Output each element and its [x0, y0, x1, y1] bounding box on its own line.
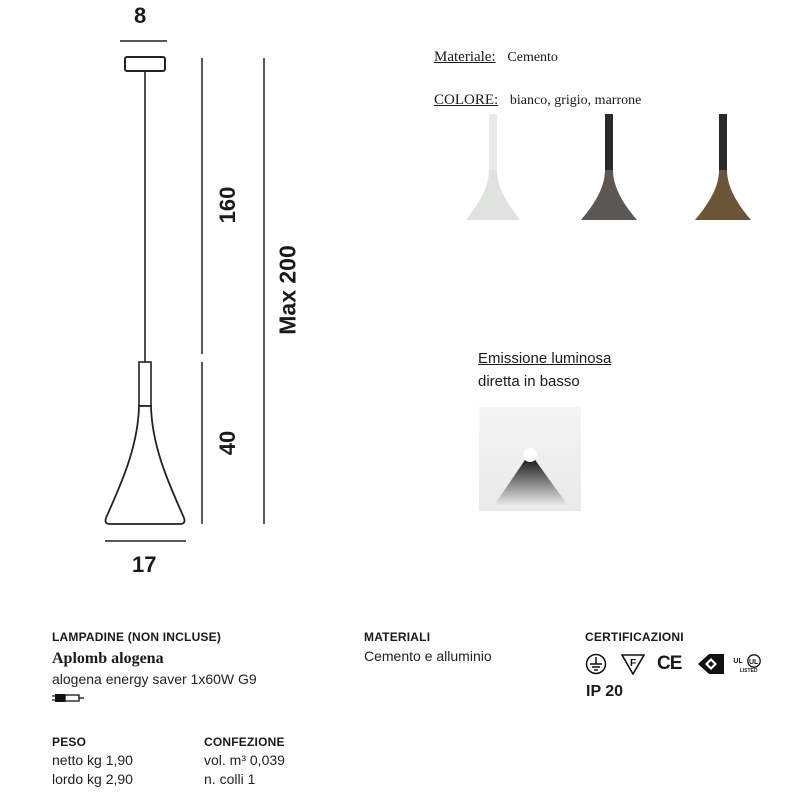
lamp-dimension-drawing — [0, 0, 320, 600]
weight-heading: PESO — [52, 735, 87, 749]
swatch-bianco — [466, 114, 520, 220]
g9-bulb-icon — [52, 692, 86, 704]
ce-mark: CE — [657, 653, 682, 674]
materials-heading: MATERIALI — [364, 630, 431, 644]
svg-text:F: F — [630, 658, 637, 669]
dim-label-cable: 160 — [215, 186, 240, 224]
enec-icon — [697, 653, 725, 675]
color-value: bianco, grigio, marrone — [509, 93, 642, 108]
shade-cone — [106, 406, 185, 524]
ul-small-label: UL — [733, 657, 743, 665]
color-swatches — [455, 110, 755, 230]
bulb-model: Aplomb alogena — [52, 650, 164, 667]
ul-listed-icon — [733, 654, 763, 674]
color-label: COLORE: — [434, 92, 499, 108]
packaging-heading: CONFEZIONE — [204, 735, 285, 749]
emission-diagram — [479, 407, 581, 511]
swatch-grigio — [581, 114, 637, 220]
bulb-description: alogena energy saver 1x60W G9 — [52, 671, 257, 687]
emission-title: Emissione luminosa — [478, 350, 612, 367]
dim-label-top: 8 — [134, 3, 147, 28]
ip-rating: IP 20 — [586, 683, 624, 700]
swatch-marrone — [695, 114, 751, 220]
weight-net: netto kg 1,90 — [52, 752, 133, 768]
packaging-volume: vol. m³ 0,039 — [204, 752, 285, 768]
bulbs-heading: LAMPADINE (NON INCLUSE) — [52, 630, 222, 644]
shade-stem — [139, 362, 151, 406]
dim-label-total: Max 200 — [274, 245, 301, 335]
dim-label-shade: 40 — [215, 430, 240, 456]
ul-listed-label: LISTED — [739, 668, 758, 674]
certification-icons — [585, 652, 764, 676]
material-value: Cemento — [507, 50, 558, 65]
material-label: Materiale: — [434, 49, 496, 65]
color-row — [434, 92, 641, 109]
dim-label-bottom: 17 — [132, 552, 157, 577]
materials-value: Cemento e alluminio — [364, 648, 492, 664]
certifications-heading: CERTIFICAZIONI — [585, 630, 684, 644]
canopy — [125, 57, 165, 71]
f-triangle-icon — [621, 653, 645, 675]
svg-text:UL: UL — [748, 659, 759, 666]
ground-symbol-icon — [585, 653, 607, 675]
material-row — [434, 49, 558, 66]
packaging-packages: n. colli 1 — [204, 771, 256, 787]
weight-gross: lordo kg 2,90 — [52, 771, 133, 787]
emission-subtitle: diretta in basso — [478, 373, 580, 390]
